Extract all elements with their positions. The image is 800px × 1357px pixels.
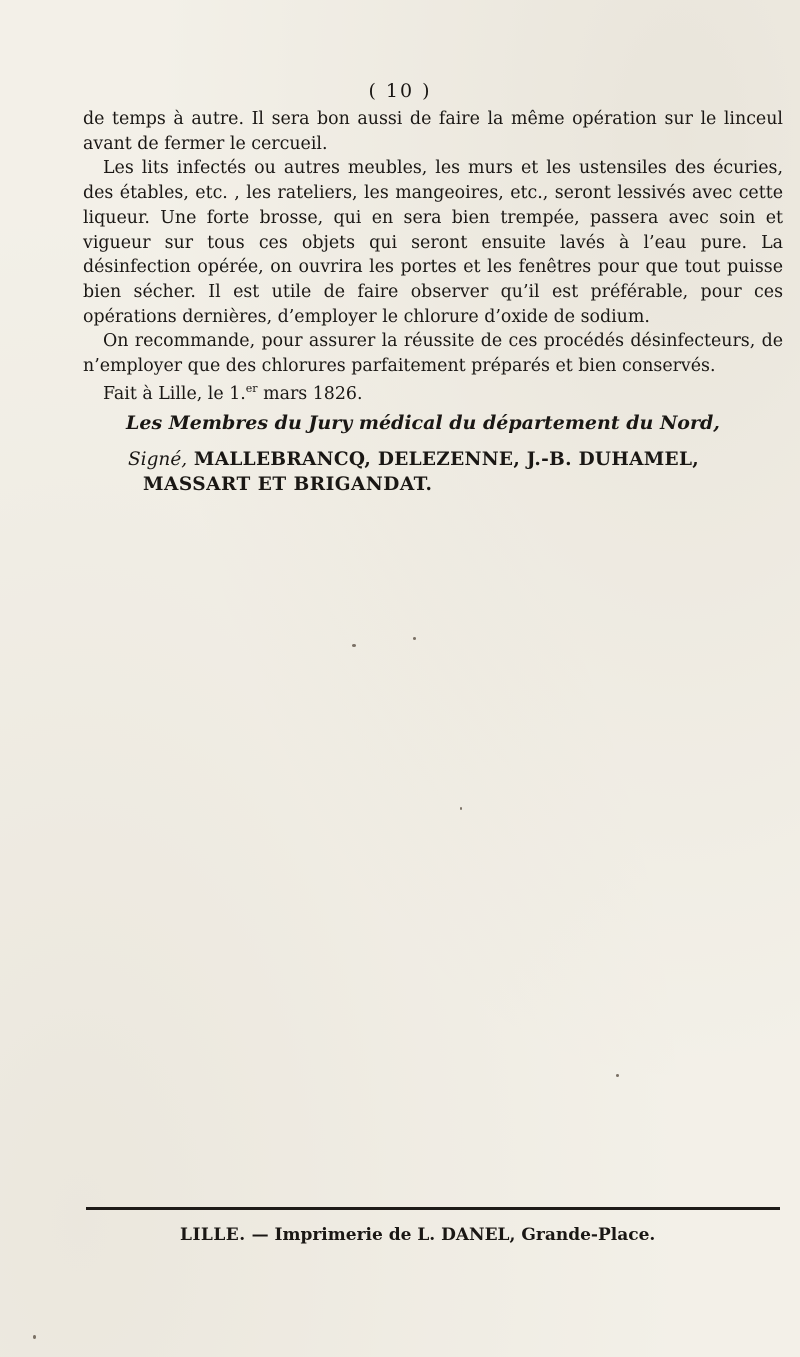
body-text [83,107,783,379]
jury-heading: Les Membres du Jury médical du département du Nord, [126,412,720,434]
signed-label: Signé, [128,449,188,470]
signatories-line-2: MASSART ET BRIGANDAT. [143,474,433,495]
date-suffix: mars 1826. [257,383,363,404]
paper-speck [352,644,356,647]
paper-speck [616,1074,619,1077]
date-superscript: er [245,382,258,395]
paragraph: On recommande, pour assurer la réussite de ces procédés désinfecteurs, de n’employer que des chlorures parfaitement préparés et bien conservés. [83,331,783,377]
footer-divider [86,1207,780,1210]
paragraph: de temps à autre. Il sera bon aussi de faire la même opération sur le linceul avant de fermer le cercueil. [83,109,783,154]
imprint-city: LILLE. [180,1225,246,1245]
paper-speck [460,807,462,810]
imprint [180,1224,740,1246]
date-line [103,377,363,406]
paper-speck [413,637,416,640]
paragraph: Les lits infectés ou autres meubles, les murs et les ustensiles des écuries, des étables, etc. , les rateliers, les mangeoires, etc., seront lessivés avec cette liqueur. Une forte brosse, qui en sera bien trempée, passera avec soin et vigueur sur tous ces objets qui seront ensuite lavés à l’eau pure. La désinfection opérée, on ouvrira les portes et les fenêtres pour que tout puisse bien sécher. Il est utile de faire observer qu’il est préférable, pour ces opérations dernières, d’employer le chlorure d’oxide de sodium. [83,158,783,327]
signature-block [128,447,788,497]
date-prefix: Fait à Lille, le 1. [103,383,246,404]
paper-speck [33,1335,36,1339]
signatories-line-1: MALLEBRANCQ, DELEZENNE, J.-B. DUHAMEL, [187,449,700,470]
page-number: ( 10 ) [368,80,432,102]
imprint-printer: — Imprimerie de L. DANEL, Grande-Place. [245,1225,656,1245]
